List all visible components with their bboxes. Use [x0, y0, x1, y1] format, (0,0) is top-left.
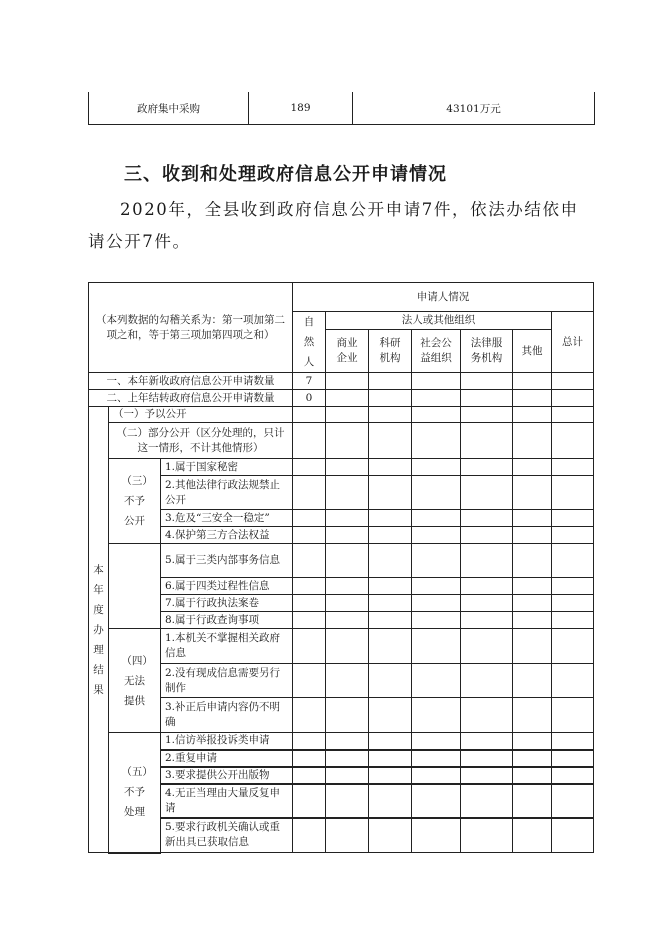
- cannot-provide-item: 3.补正后申请内容仍不明确: [161, 698, 293, 733]
- not-disclose-item: 3.危及“三安全一稳定”: [161, 510, 293, 527]
- not-disclose-item: 8.属于行政查询事项: [161, 612, 293, 629]
- natural-person-header: 自然人: [293, 312, 326, 373]
- row-carry-natural: 0: [293, 390, 326, 407]
- cannot-provide-group-label: （四）无法提供: [109, 629, 161, 733]
- table-row: [89, 698, 594, 733]
- section-heading: 三、收到和处理政府信息公开申请情况: [124, 164, 447, 185]
- org-type-research: 科研机构: [369, 330, 412, 373]
- applicant-header: 申请人情况: [293, 283, 594, 312]
- not-handle-item: 5.要求行政机关确认或重新出具已获取信息: [161, 818, 293, 853]
- section-paragraph: 2020年，全县收到政府信息公开申请7件，依法办结依申请公开7件。: [88, 200, 579, 251]
- table-row: [89, 510, 594, 527]
- row-new-natural: 7: [293, 373, 326, 390]
- table-row: [89, 373, 594, 390]
- not-handle-item: 1.信访举报投诉类申请: [161, 733, 293, 750]
- org-header: 法人或其他组织: [326, 312, 552, 330]
- not-handle-item: 2.重复申请: [161, 750, 293, 767]
- partial-label: （二）部分公开（区分处理的，只计这一情形，不计其他情形）: [109, 423, 293, 459]
- not-disclose-group-label: （三）不予公开: [109, 459, 161, 544]
- cannot-provide-item: 1.本机关不掌握相关政府信息: [161, 629, 293, 664]
- procurement-row: [89, 92, 595, 125]
- row-new-label: 一、本年新收政府信息公开申请数量: [89, 373, 293, 390]
- not-disclose-item: 4.保护第三方合法权益: [161, 527, 293, 544]
- total-header: 总计: [552, 312, 594, 373]
- table-row: [89, 390, 594, 407]
- not-disclose-item: 6.属于四类过程性信息: [161, 578, 293, 595]
- table-row: [89, 767, 594, 784]
- not-handle-group-label: （五）不予处理: [109, 733, 161, 853]
- table-row: [89, 476, 594, 510]
- procurement-count: 189: [249, 92, 353, 125]
- table-row: [89, 612, 594, 629]
- table-row: [89, 407, 594, 423]
- procurement-table: [88, 92, 595, 125]
- result-group-label: 本年度办理结果: [89, 407, 109, 853]
- cannot-provide-item: 2.没有现成信息需要另行制作: [161, 664, 293, 698]
- not-handle-item: 4.无正当理由大量反复申请: [161, 784, 293, 818]
- not-disclose-item: 7.属于行政执法案卷: [161, 595, 293, 612]
- table-row: [89, 629, 594, 664]
- not-handle-item: 3.要求提供公开出版物: [161, 767, 293, 784]
- org-type-other: 其他: [513, 330, 552, 373]
- table-row: [89, 544, 594, 578]
- org-type-legal-service: 法律服务机构: [461, 330, 513, 373]
- table-row: [89, 733, 594, 750]
- table-note: （本列数据的勾稽关系为：第一项加第二项之和，等于第三项加第四项之和）: [89, 283, 293, 373]
- table-row: [89, 750, 594, 767]
- table-row: [89, 527, 594, 544]
- row-carry-label: 二、上年结转政府信息公开申请数量: [89, 390, 293, 407]
- table-row: [89, 784, 594, 818]
- table-row: [89, 578, 594, 595]
- table-row: [89, 423, 594, 459]
- table-row: [89, 459, 594, 476]
- not-disclose-item: 2.其他法律行政法规禁止公开: [161, 476, 293, 510]
- procurement-label: 政府集中采购: [89, 92, 249, 125]
- org-type-public-welfare: 社会公益组织: [412, 330, 461, 373]
- org-type-commercial: 商业企业: [326, 330, 369, 373]
- table-row: [89, 818, 594, 853]
- application-table: [88, 282, 594, 854]
- table-row: [89, 664, 594, 698]
- not-disclose-item: 5.属于三类内部事务信息: [161, 544, 293, 578]
- disclose-label: （一）予以公开: [109, 407, 293, 423]
- not-disclose-item: 1.属于国家秘密: [161, 459, 293, 476]
- table-row: [89, 595, 594, 612]
- procurement-amount: 43101万元: [353, 92, 595, 125]
